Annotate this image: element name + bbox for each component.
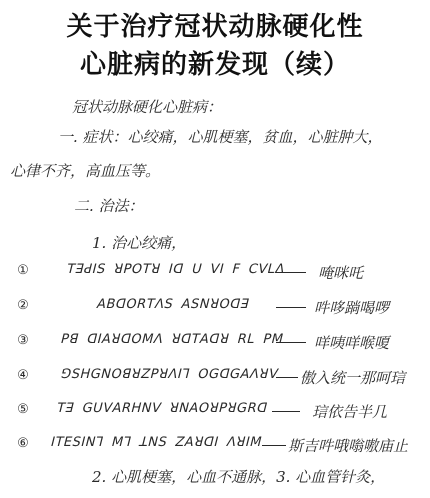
item-script: ꓮꓐꓷꓳꓣꓔꓥꓢ ꓮꓢꓠꓤꓳꓷꓱ bbox=[96, 297, 249, 312]
symptoms-line-1: 一. 症状：心绞痛，心肌梗塞，贫血，心脏肿大， bbox=[58, 128, 383, 146]
item-marker: ⑥ bbox=[17, 436, 29, 451]
notes-heading: 冠状动脉硬化心脏病： bbox=[72, 98, 223, 116]
item-marker: ⑤ bbox=[17, 402, 29, 417]
item-script: ꓔꓱ ꓖꓴꓦꓮꓣꓧꓠꓦ ꓤꓠꓮꓳꓤꓑꓤꓖꓣꓷ bbox=[56, 401, 267, 416]
item-gloss: 吽哆䠀喝啰 bbox=[314, 299, 390, 317]
item-dash bbox=[276, 342, 306, 343]
item-dash bbox=[276, 272, 306, 273]
item-gloss: 傲入统一那呵琂 bbox=[300, 369, 406, 387]
symptoms-line-2: 心律不齐，高血压等。 bbox=[10, 162, 161, 180]
item-script: ꓲꓔꓰꓢꓲꓠꓶ ꓟꓶ ꓕꓠꓢ ꓜꓮꓤꓷꓲ ꓥꓤꓲꓟ bbox=[50, 435, 261, 450]
treatment-item-1: 1. 治心绞痛， bbox=[92, 234, 187, 252]
item-marker: ② bbox=[17, 298, 29, 313]
item-dash bbox=[262, 445, 286, 446]
item-gloss: 唵咪吒 bbox=[318, 264, 364, 282]
title-line-2: 心脏病的新发现（续） bbox=[79, 50, 350, 80]
item-dash bbox=[276, 307, 306, 308]
treatment-heading: 二. 治法： bbox=[74, 197, 144, 215]
item-gloss: 斯吉吽哦嗡嗷庙止 bbox=[288, 437, 409, 455]
treatment-item-2: 2. 心肌梗塞，心血不通脉，3. 心血管针灸， bbox=[92, 468, 386, 486]
item-dash bbox=[272, 411, 300, 412]
item-gloss: 咩咦咩喉嗄 bbox=[314, 334, 390, 352]
item-marker: ④ bbox=[17, 368, 29, 383]
item-marker: ③ bbox=[17, 333, 29, 348]
item-script: ꓔꓱꓒꓲꓢ ꓤꓑꓳꓔꓤ ꓲꓷ ꓴ ꓦꓲ ꓝ ꓚꓦꓡꓥ bbox=[66, 262, 284, 277]
item-script: ꓨꓢꓧꓖꓠꓳꓭꓤꓜꓑꓤꓥꓲꓶ ꓳꓖꓷꓖꓮꓥꓤꓦ bbox=[60, 367, 278, 382]
item-script: ꓑꓭ ꓷꓲꓮꓤꓷꓳꓟꓥ ꓤꓷꓔꓮꓷꓤ ꓣꓡ ꓑꓟ bbox=[60, 332, 283, 347]
item-dash bbox=[276, 377, 298, 378]
item-gloss: 琂依告半几 bbox=[312, 403, 388, 421]
title-line-1: 关于治疗冠状动脉硬化性 bbox=[66, 12, 364, 42]
item-marker: ① bbox=[17, 263, 29, 278]
